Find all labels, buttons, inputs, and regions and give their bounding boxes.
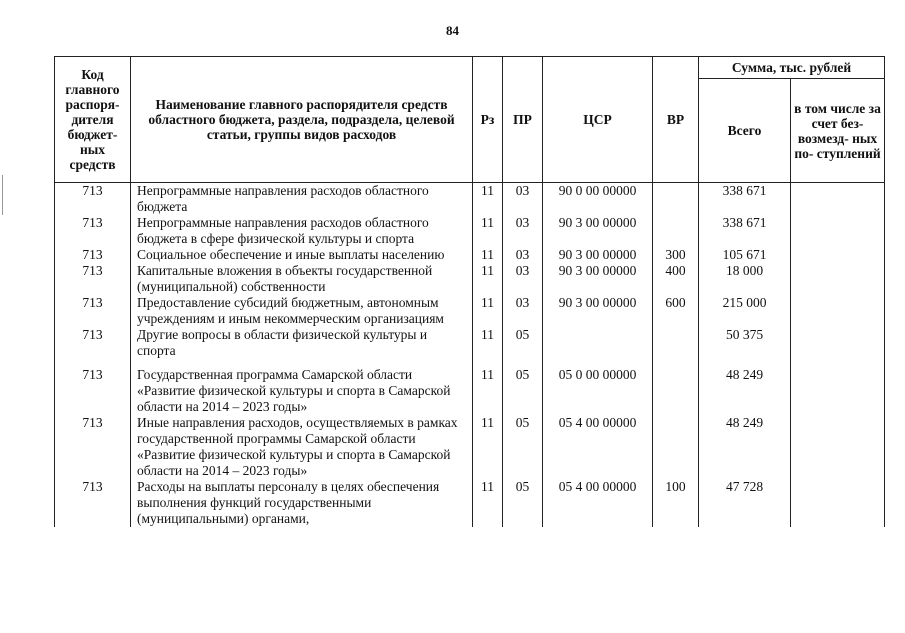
cell-rz: 11 xyxy=(473,295,503,327)
budget-table xyxy=(54,56,885,527)
cell-code: 713 xyxy=(55,247,131,263)
cell-incl xyxy=(791,183,885,216)
cell-name: Социальное обеспечение и иные выплаты населению xyxy=(131,247,473,263)
cell-total: 338 671 xyxy=(699,183,791,216)
cell-pr: 05 xyxy=(503,415,543,479)
cell-incl xyxy=(791,479,885,527)
cell-total: 18 000 xyxy=(699,263,791,295)
cell-code: 713 xyxy=(55,327,131,367)
cell-total: 48 249 xyxy=(699,415,791,479)
cell-csr: 90 3 00 00000 xyxy=(543,215,653,247)
header-incl: в том числе за счет без- возмезд- ных по- ступлений xyxy=(791,79,885,183)
cell-pr: 03 xyxy=(503,247,543,263)
table-row xyxy=(55,263,885,295)
cell-vr: 100 xyxy=(653,479,699,527)
table-row xyxy=(55,415,885,479)
cell-rz: 11 xyxy=(473,479,503,527)
cell-name: Предоставление субсидий бюджетным, автономным учреждениям и иным некоммерческим организациям xyxy=(131,295,473,327)
cell-total: 50 375 xyxy=(699,327,791,367)
table-row xyxy=(55,295,885,327)
header-code: Код главного распоря- дителя бюджет- ных средств xyxy=(55,57,131,183)
cell-vr: 300 xyxy=(653,247,699,263)
cell-pr: 03 xyxy=(503,183,543,216)
table-body xyxy=(55,183,885,528)
cell-pr: 05 xyxy=(503,327,543,367)
cell-incl xyxy=(791,295,885,327)
cell-rz: 11 xyxy=(473,215,503,247)
cell-pr: 05 xyxy=(503,479,543,527)
cell-name: Расходы на выплаты персоналу в целях обеспечения выполнения функций государственными (муниципальными) органами, xyxy=(131,479,473,527)
cell-name: Капитальные вложения в объекты государственной (муниципальной) собственности xyxy=(131,263,473,295)
cell-code: 713 xyxy=(55,263,131,295)
cell-total: 215 000 xyxy=(699,295,791,327)
cell-total: 338 671 xyxy=(699,215,791,247)
cell-incl xyxy=(791,327,885,367)
scan-artifact xyxy=(2,175,3,215)
cell-name: Непрограммные направления расходов областного бюджета в сфере физической культуры и спорта xyxy=(131,215,473,247)
header-total: Всего xyxy=(699,79,791,183)
header-sum: Сумма, тыс. рублей xyxy=(699,57,885,79)
cell-incl xyxy=(791,415,885,479)
cell-vr xyxy=(653,183,699,216)
cell-vr: 400 xyxy=(653,263,699,295)
cell-name: Иные направления расходов, осуществляемых в рамках государственной программы Самарской области «Развитие физической культуры и спорта в Самарской области на 2014 – 2023 годы» xyxy=(131,415,473,479)
table-row xyxy=(55,247,885,263)
cell-pr: 05 xyxy=(503,367,543,415)
cell-code: 713 xyxy=(55,215,131,247)
cell-code: 713 xyxy=(55,479,131,527)
table-row xyxy=(55,183,885,216)
cell-csr: 90 3 00 00000 xyxy=(543,295,653,327)
cell-pr: 03 xyxy=(503,295,543,327)
cell-total: 47 728 xyxy=(699,479,791,527)
cell-code: 713 xyxy=(55,367,131,415)
cell-incl xyxy=(791,367,885,415)
cell-total: 48 249 xyxy=(699,367,791,415)
cell-vr xyxy=(653,215,699,247)
cell-csr: 05 4 00 00000 xyxy=(543,479,653,527)
cell-csr: 05 4 00 00000 xyxy=(543,415,653,479)
cell-code: 713 xyxy=(55,415,131,479)
table-row xyxy=(55,367,885,415)
header-csr: ЦСР xyxy=(543,57,653,183)
cell-name: Непрограммные направления расходов областного бюджета xyxy=(131,183,473,216)
cell-rz: 11 xyxy=(473,367,503,415)
cell-vr: 600 xyxy=(653,295,699,327)
table-header xyxy=(55,57,885,183)
cell-rz: 11 xyxy=(473,327,503,367)
cell-name: Государственная программа Самарской области «Развитие физической культуры и спорта в Самарской области на 2014 – 2023 годы» xyxy=(131,367,473,415)
cell-rz: 11 xyxy=(473,415,503,479)
header-vr: ВР xyxy=(653,57,699,183)
cell-rz: 11 xyxy=(473,263,503,295)
table-row xyxy=(55,215,885,247)
cell-name: Другие вопросы в области физической культуры и спорта xyxy=(131,327,473,367)
cell-rz: 11 xyxy=(473,183,503,216)
cell-incl xyxy=(791,247,885,263)
cell-csr: 90 0 00 00000 xyxy=(543,183,653,216)
cell-csr: 05 0 00 00000 xyxy=(543,367,653,415)
header-rz: Рз xyxy=(473,57,503,183)
header-pr: ПР xyxy=(503,57,543,183)
header-name: Наименование главного распорядителя средств областного бюджета, раздела, подраздела, целевой статьи, группы видов расходов xyxy=(131,57,473,183)
cell-vr xyxy=(653,367,699,415)
cell-vr xyxy=(653,415,699,479)
table-row xyxy=(55,327,885,367)
page-number: 84 xyxy=(446,23,459,38)
cell-csr: 90 3 00 00000 xyxy=(543,247,653,263)
cell-incl xyxy=(791,215,885,247)
cell-vr xyxy=(653,327,699,367)
table-row xyxy=(55,479,885,527)
cell-code: 713 xyxy=(55,183,131,216)
cell-total: 105 671 xyxy=(699,247,791,263)
cell-code: 713 xyxy=(55,295,131,327)
cell-incl xyxy=(791,263,885,295)
cell-pr: 03 xyxy=(503,263,543,295)
cell-csr xyxy=(543,327,653,367)
cell-rz: 11 xyxy=(473,247,503,263)
cell-pr: 03 xyxy=(503,215,543,247)
cell-csr: 90 3 00 00000 xyxy=(543,263,653,295)
